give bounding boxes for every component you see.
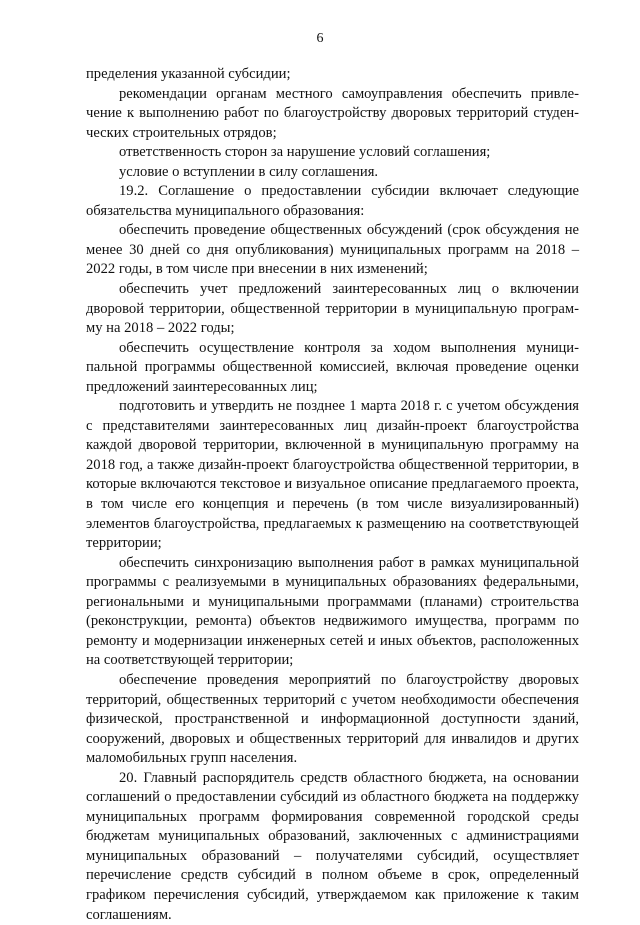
paragraph-liability: ответственность сторон за нарушение условий соглашения; [119,144,491,161]
paragraph-synchronization: обеспечить синхронизацию выполнения работ в рамках муниципальной программы с реализуемыми в муниципальных образованиях федеральными, региональными и муниципальными программами (планами) строительства (реконструкции, ремонта) объектов недвижимого имущества, программ по ремонту и модернизации инженерных сетей и иных объектов, расположенных на соответствующей территории; [86,554,579,669]
paragraph-design-project: подготовить и утвердить не позднее 1 марта 2018 г. с учетом обсуждения с представителями заинтересованных лиц дизайн-проект благоустройства каждой дворовой территории, включенной в муниципальную программу на 2018 год, а также дизайн-проект благоустройства общественной территории, в которые включаются текстовое и визуальное описание предлагаемого проекта, в том числе его концепция и перечень (в том числе визуализированный) элементов благоустройства, предлагаемых к размещению на соответствующей территории; [86,398,579,552]
paragraph-19-2: 19.2. Соглашение о предоставлении субсидии включает следующие обязательства муниципального образования: [86,183,579,219]
paragraph-20: 20. Главный распорядитель средств областного бюджета, на основании соглашений о предоставлении субсидий из областного бюджета на поддержку муниципальных программ формирования современной городской среды бюджетам муниципальных образований, заключенных с администрациями муниципальных образований – получателями субсидий, осуществляет перечисление средств субсидий в полном объеме в срок, определенный графиком перечисления субсидий, утверждаемом как приложение к таким соглашениям. [86,769,579,923]
paragraph-public-discussion: обеспечить проведение общественных обсуждений (срок обсуждения не менее 30 дней со дня опубликования) муниципальных программ на 2018 – 2022 годы, в том числе при внесении в них изменений; [86,222,579,278]
paragraph-continuation: пределения указанной субсидии; [86,66,291,82]
paragraph-entry-into-force: условие о вступлении в силу соглашения. [119,163,379,180]
paragraph-accessibility: обеспечение проведения мероприятий по благоустройству дворовых территорий, общественных территорий с учетом необходимости обеспечения физической, пространственной и информационной доступности зданий, сооружений, дворовых и общественных территорий для инвалидов и других маломобильных групп населения. [86,671,579,767]
paragraph-student-brigades: рекомендации органам местного самоуправления обеспечить привлечение к выполнению работ по благоустройству дворовых территорий студенческих строительных отрядов; [86,85,579,141]
paragraph-proposals-accounting: обеспечить учет предложений заинтересованных лиц о включении дворовой территории, общественной территории в муниципальную программу на 2018 – 2022 годы; [86,281,579,337]
paragraph-commission-control: обеспечить осуществление контроля за ходом выполнения муниципальной программы общественной комиссией, включая проведение оценки предложений заинтересованных лиц; [86,339,579,395]
page-number: 6 [316,31,324,46]
document-body [86,65,579,925]
